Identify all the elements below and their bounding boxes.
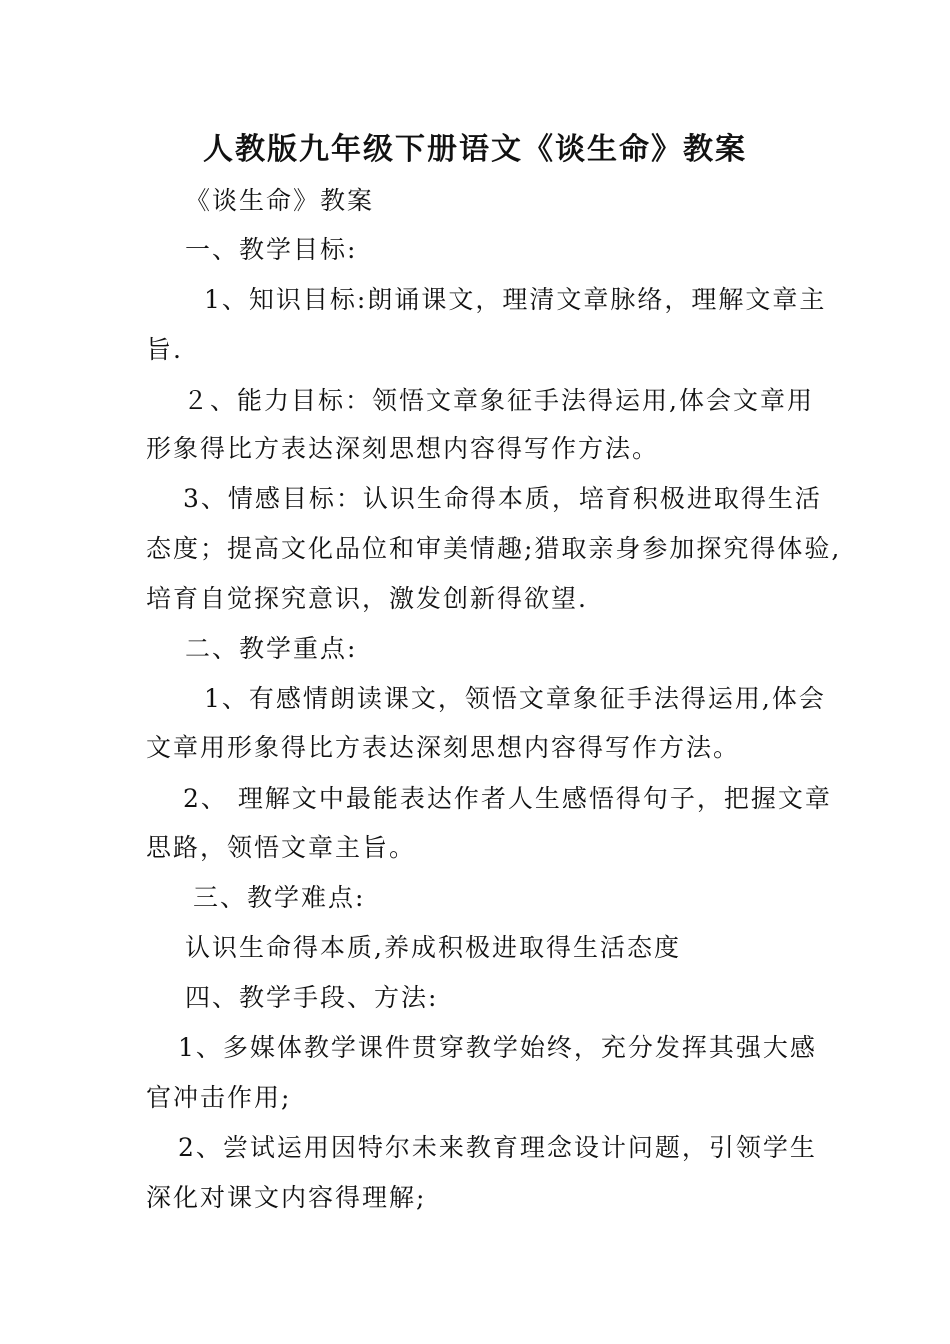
text-line: 《谈生命》教案	[185, 186, 375, 215]
text-line: 旨.	[146, 335, 183, 364]
text-line: ２、能力目标：领悟文章象征手法得运用,体会文章用	[183, 386, 814, 415]
text-line: 培育自觉探究意识，激发创新得欲望.	[146, 584, 588, 613]
text-line: 认识生命得本质,养成积极进取得生活态度	[185, 933, 681, 962]
text-line: 2、 理解文中最能表达作者人生感悟得句子，把握文章	[183, 784, 832, 813]
text-line: 1、知识目标:朗诵课文，理清文章脉络，理解文章主	[204, 285, 827, 314]
section-heading: 二、教学重点:	[185, 634, 358, 663]
text-line: 文章用形象得比方表达深刻思想内容得写作方法。	[146, 733, 741, 762]
document-title: 人教版九年级下册语文《谈生命》教案	[203, 132, 747, 167]
section-heading: 四、教学手段、方法:	[185, 983, 439, 1012]
text-line: 2、尝试运用因特尔未来教育理念设计问题，引领学生	[178, 1133, 817, 1162]
text-line: 态度；提高文化品位和审美情趣;猎取亲身参加探究得体验,	[146, 534, 842, 563]
text-line: 思路，领悟文章主旨。	[146, 833, 417, 862]
text-line: 1、多媒体教学课件贯穿教学始终，充分发挥其强大感	[178, 1033, 817, 1062]
text-line: 3、情感目标：认识生命得本质，培育积极进取得生活	[183, 484, 822, 513]
text-line: 官冲击作用;	[146, 1083, 292, 1112]
section-heading: 三、教学难点:	[193, 883, 366, 912]
text-line: 1、有感情朗读课文，领悟文章象征手法得运用,体会	[204, 684, 826, 713]
text-line: 深化对课文内容得理解;	[146, 1183, 427, 1212]
section-heading: 一、教学目标:	[185, 235, 358, 264]
text-line: 形象得比方表达深刻思想内容得写作方法。	[146, 434, 660, 463]
